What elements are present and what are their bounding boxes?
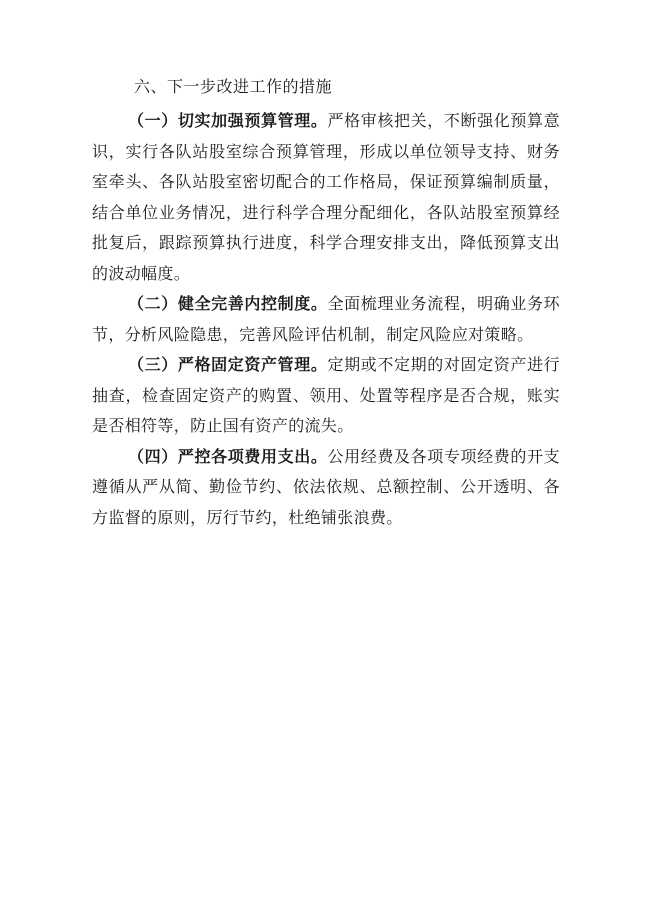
- paragraph-lead: （四）严控各项费用支出。: [128, 446, 328, 466]
- paragraph-lead: （三）严格固定资产管理。: [128, 355, 328, 374]
- paragraph-body: 全面梳理业务流程，明确业务环节，分析风险隐患，完善风险评估机制，制定风险应对策略。: [92, 294, 560, 344]
- section-heading: 六、下一步改进工作的措施: [134, 77, 333, 96]
- document-page: [92, 70, 560, 533]
- paragraph-body: 定期或不定期的对固定资产进行抽查，检查固定资产的购置、领用、处置等程序是否合规，账实是否相符等，防止国有资产的流失。: [92, 355, 560, 435]
- paragraph-internal-control: [92, 289, 560, 350]
- paragraph-expense-control: [92, 442, 560, 534]
- paragraph-body: 公用经费及各项专项经费的开支遵循从严从简、勤俭节约、依法依规、总额控制、公开透明、各方监督的原则，厉行节约，杜绝铺张浪费。: [92, 446, 560, 527]
- paragraph-lead: （一）切实加强预算管理。: [128, 111, 328, 130]
- paragraph-budget-management: [92, 106, 560, 289]
- paragraph-lead: （二）健全完善内控制度。: [128, 294, 328, 313]
- paragraph-fixed-assets: [92, 350, 560, 442]
- paragraph-body: 严格审核把关，不断强化预算意识，实行各队站股室综合预算管理，形成以单位领导支持、财务室牵头、各队站股室密切配合的工作格局，保证预算编制质量，结合单位业务情况，进行科学合理分配细化，各队站股室预算经批复后，跟踪预算执行进度，科学合理安排支出，降低预算支出的波动幅度。: [92, 111, 560, 283]
